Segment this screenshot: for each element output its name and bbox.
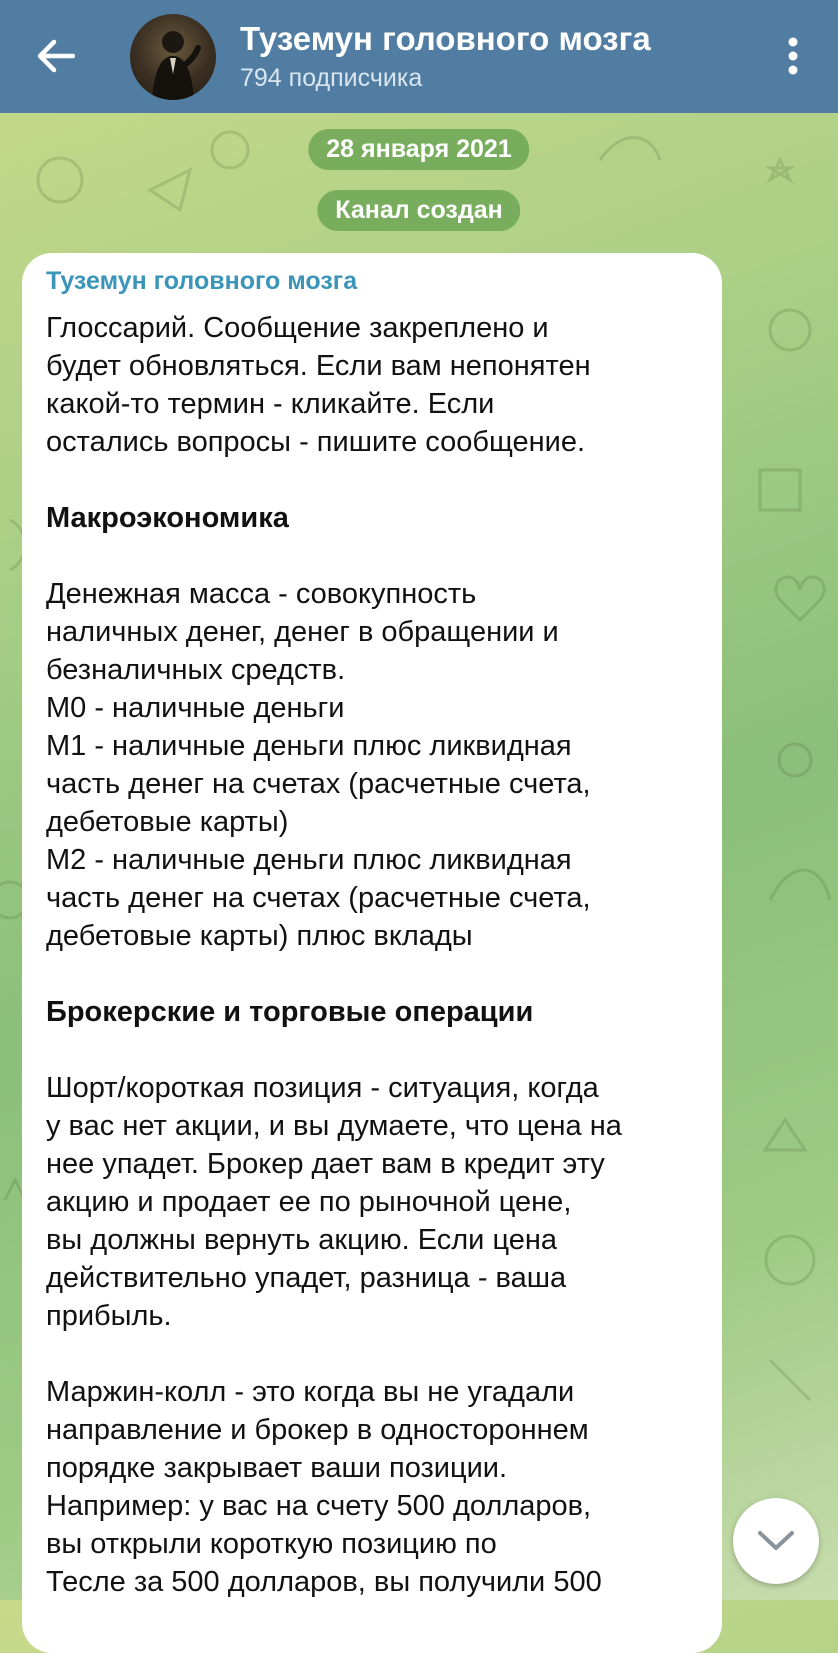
text-line: вы открыли короткую позицию по bbox=[46, 1528, 497, 1560]
text-line: наличных денег, денег в обращении и bbox=[46, 616, 559, 648]
text-line: дебетовые карты) плюс вклады bbox=[46, 920, 473, 952]
message-text bbox=[46, 309, 706, 1601]
text-line: у вас нет акции, и вы думаете, что цена на bbox=[46, 1110, 622, 1142]
subscriber-count: 794 подписчика bbox=[240, 64, 423, 92]
message-bubble[interactable] bbox=[22, 253, 722, 1653]
text-line: M1 - наличные деньги плюс ликвидная bbox=[46, 730, 572, 762]
text-line: порядке закрывает ваши позиции. bbox=[46, 1452, 508, 1484]
text-line: безналичных средств. bbox=[46, 654, 346, 686]
text-line: Тесле за 500 долларов, вы получили 500 bbox=[46, 1566, 602, 1598]
service-message: Канал создан bbox=[317, 190, 520, 231]
text-line: акцию и продает ее по рыночной цене, bbox=[46, 1186, 572, 1218]
message-sender[interactable]: Туземун головного мозга bbox=[46, 267, 358, 295]
text-line: Например: у вас на счету 500 долларов, bbox=[46, 1490, 592, 1522]
text-line: M2 - наличные деньги плюс ликвидная bbox=[46, 844, 572, 876]
channel-avatar[interactable] bbox=[130, 14, 216, 100]
text-line: нее упадет. Брокер дает вам в кредит эту bbox=[46, 1148, 605, 1180]
text-line: какой-то термин - кликайте. Если bbox=[46, 388, 495, 420]
text-line: часть денег на счетах (расчетные счета, bbox=[46, 882, 591, 914]
text-line: направление и брокер в одностороннем bbox=[46, 1414, 589, 1446]
text-line: Маржин-колл - это когда вы не угадали bbox=[46, 1376, 575, 1408]
chevron-down-icon bbox=[756, 1529, 796, 1553]
date-separator: 28 января 2021 bbox=[308, 129, 529, 170]
text-line: действительно упадет, разница - ваша bbox=[46, 1262, 567, 1294]
section-heading: Макроэкономика bbox=[46, 502, 289, 534]
back-button[interactable] bbox=[30, 30, 82, 82]
text-line: часть денег на счетах (расчетные счета, bbox=[46, 768, 591, 800]
text-line: дебетовые карты) bbox=[46, 806, 289, 838]
chat-header bbox=[0, 0, 838, 113]
text-line: Денежная масса - совокупность bbox=[46, 578, 477, 610]
channel-title[interactable]: Туземун головного мозга bbox=[240, 20, 651, 57]
text-line: M0 - наличные деньги bbox=[46, 692, 345, 724]
text-line: остались вопросы - пишите сообщение. bbox=[46, 426, 586, 458]
more-menu-button[interactable] bbox=[778, 34, 808, 78]
text-line: Шорт/короткая позиция - ситуация, когда bbox=[46, 1072, 599, 1104]
text-line: Глоссарий. Сообщение закреплено и bbox=[46, 312, 549, 344]
scroll-down-button[interactable] bbox=[733, 1498, 819, 1584]
more-vertical-icon bbox=[787, 37, 799, 75]
text-line: прибыль. bbox=[46, 1300, 172, 1332]
text-line: будет обновляться. Если вам непонятен bbox=[46, 350, 591, 382]
text-line: вы должны вернуть акцию. Если цена bbox=[46, 1224, 557, 1256]
section-heading: Брокерские и торговые операции bbox=[46, 996, 534, 1028]
arrow-left-icon bbox=[37, 39, 75, 73]
